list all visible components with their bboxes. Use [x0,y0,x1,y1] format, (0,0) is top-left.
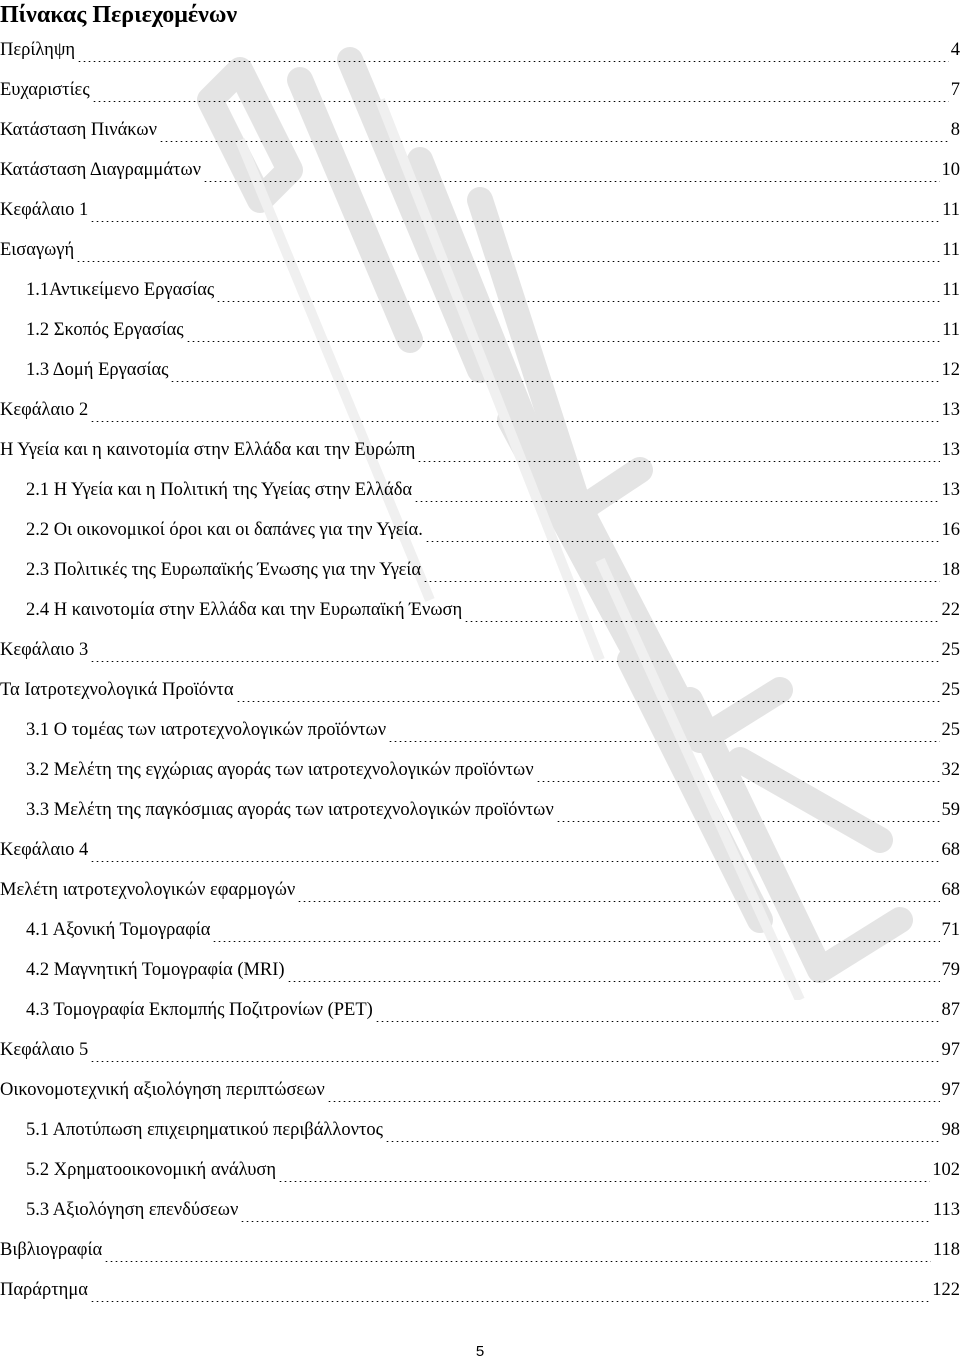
dot-leader [77,44,949,62]
toc-entry-page-number: 16 [941,519,960,540]
page-number: 5 [475,1343,485,1360]
toc-entry[interactable] [0,30,960,70]
toc-entry[interactable] [0,630,960,670]
toc-entry-page-number: 97 [941,1079,960,1100]
toc-entry[interactable] [0,1190,960,1230]
dot-leader [159,124,949,142]
dot-leader [327,1084,940,1102]
toc-entry-label: Κεφάλαιο 1 [0,199,89,220]
toc-title: Πίνακας Περιεχομένων [0,2,238,28]
toc-entry[interactable] [0,390,960,430]
toc-entry-page-number: 11 [942,239,960,260]
toc-entry-page-number: 7 [950,79,960,100]
toc-entry-page-number: 4 [950,39,960,60]
toc-entry-label: 5.1 Αποτύπωση επιχειρηματικού περιβάλλοντος [26,1119,383,1140]
toc-entry-page-number: 18 [941,559,960,580]
toc-entry[interactable] [0,550,960,590]
toc-entry-page-number: 13 [941,399,960,420]
toc-entry-page-number: 25 [941,679,960,700]
toc-entry-label: Οικονομοτεχνική αξιολόγηση περιπτώσεων [0,1079,325,1100]
toc-entry-label: Κεφάλαιο 2 [0,399,89,420]
toc-entry-label: 2.1 Η Υγεία και η Πολιτική της Υγείας στην Ελλάδα [26,479,413,500]
dot-leader [90,844,939,862]
toc-entry[interactable] [0,430,960,470]
toc-entry-label: 3.1 Ο τομέας των ιατροτεχνολογικών προϊόντων [26,719,387,740]
toc-entry-page-number: 32 [941,759,960,780]
toc-entry-label: Τα Ιατροτεχνολογικά Προϊόντα [0,679,234,700]
dot-leader [297,884,939,902]
toc-entry-label: 5.3 Αξιολόγηση επενδύσεων [26,1199,239,1220]
dot-leader [76,244,940,262]
toc-entry-page-number: 12 [941,359,960,380]
dot-leader [104,1244,931,1262]
toc-entry-page-number: 11 [942,319,960,340]
toc-entry-page-number: 13 [941,479,960,500]
toc-entry[interactable] [0,350,960,390]
toc-entry[interactable] [0,150,960,190]
toc-entry[interactable] [0,590,960,630]
toc-entry-page-number: 113 [932,1199,960,1220]
toc-entry-page-number: 79 [941,959,960,980]
toc-entry[interactable] [0,470,960,510]
toc-entry-page-number: 102 [932,1159,960,1180]
toc-entry[interactable] [0,190,960,230]
toc-entry-label: Βιβλιογραφία [0,1239,103,1260]
toc-entry-label: Κατάσταση Πινάκων [0,119,157,140]
toc-entry-label: 5.2 Χρηματοοικονομική ανάλυση [26,1159,277,1180]
toc-entry-label: Περίληψη [0,39,76,60]
dot-leader [414,484,939,502]
dot-leader [287,964,940,982]
dot-leader [240,1204,931,1222]
toc-entry[interactable] [0,790,960,830]
toc-entry-label: 3.2 Μελέτη της εγχώριας αγοράς των ιατροτεχνολογικών προϊόντων [26,759,534,780]
dot-leader [388,724,939,742]
toc-entry-label: Ευχαριστίες [0,79,90,100]
toc-entry-label: 4.2 Μαγνητική Τομογραφία (MRI) [26,959,285,980]
toc-entry[interactable] [0,230,960,270]
toc-entry-label: 4.3 Τομογραφία Εκπομπής Ποζιτρονίων (PET) [26,999,373,1020]
dot-leader [464,604,939,622]
toc-entry[interactable] [0,990,960,1030]
toc-entry-page-number: 59 [941,799,960,820]
toc-entry-label: Κεφάλαιο 3 [0,639,89,660]
toc-entry[interactable] [0,1150,960,1190]
dot-leader [90,204,940,222]
toc-entry[interactable] [0,750,960,790]
dot-leader [536,764,940,782]
toc-entry[interactable] [0,910,960,950]
dot-leader [170,364,939,382]
toc-entry[interactable] [0,710,960,750]
toc-entry[interactable] [0,1070,960,1110]
toc-entry-label: 1.2 Σκοπός Εργασίας [26,319,184,340]
dot-leader [90,404,939,422]
toc-entry[interactable] [0,510,960,550]
toc-entry-page-number: 68 [941,879,960,900]
dot-leader [90,644,939,662]
toc-entry-page-number: 25 [941,639,960,660]
dot-leader [375,1004,940,1022]
toc-entry[interactable] [0,870,960,910]
table-of-contents [0,30,960,1310]
toc-entry-label: Μελέτη ιατροτεχνολογικών εφαρμογών [0,879,296,900]
toc-entry-label: 2.3 Πολιτικές της Ευρωπαϊκής Ένωσης για την Υγεία [26,559,422,580]
toc-entry-page-number: 10 [941,159,960,180]
toc-entry[interactable] [0,1270,960,1310]
toc-entry-page-number: 87 [941,999,960,1020]
toc-entry[interactable] [0,270,960,310]
toc-entry-label: Η Υγεία και η καινοτομία στην Ελλάδα και την Ευρώπη [0,439,416,460]
dot-leader [556,804,940,822]
dot-leader [417,444,939,462]
dot-leader [236,684,940,702]
dot-leader [90,1284,930,1302]
toc-entry[interactable] [0,670,960,710]
toc-entry-page-number: 11 [942,199,960,220]
dot-leader [216,284,940,302]
toc-entry[interactable] [0,1110,960,1150]
toc-entry[interactable] [0,110,960,150]
toc-entry-label: 3.3 Μελέτη της παγκόσμιας αγοράς των ιατροτεχνολογικών προϊόντων [26,799,554,820]
toc-entry[interactable] [0,70,960,110]
toc-entry-page-number: 71 [941,919,960,940]
toc-entry[interactable] [0,950,960,990]
dot-leader [385,1124,940,1142]
toc-entry-label: 1.1Αντικείμενο Εργασίας [26,279,215,300]
dot-leader [423,564,939,582]
toc-entry-page-number: 25 [941,719,960,740]
toc-entry-page-number: 13 [941,439,960,460]
toc-entry-label: Παράρτημα [0,1279,88,1300]
toc-entry-page-number: 122 [932,1279,960,1300]
dot-leader [186,324,941,342]
toc-entry-page-number: 8 [950,119,960,140]
toc-entry-label: 4.1 Αξονική Τομογραφία [26,919,211,940]
toc-entry-label: Κεφάλαιο 5 [0,1039,89,1060]
dot-leader [278,1164,930,1182]
toc-entry-label: 1.3 Δομή Εργασίας [26,359,169,380]
toc-entry-page-number: 68 [941,839,960,860]
dot-leader [90,1044,939,1062]
toc-entry-page-number: 22 [941,599,960,620]
toc-entry-label: Εισαγωγή [0,239,75,260]
dot-leader [212,924,939,942]
toc-entry[interactable] [0,310,960,350]
dot-leader [203,164,939,182]
toc-entry[interactable] [0,1230,960,1270]
toc-entry-label: Κεφάλαιο 4 [0,839,89,860]
toc-entry-label: 2.4 Η καινοτομία στην Ελλάδα και την Ευρωπαϊκή Ένωση [26,599,463,620]
toc-entry[interactable] [0,830,960,870]
toc-entry-page-number: 118 [932,1239,960,1260]
toc-entry-label: Κατάσταση Διαγραμμάτων [0,159,202,180]
dot-leader [425,524,940,542]
dot-leader [92,84,949,102]
toc-entry-label: 2.2 Οι οικονομικοί όροι και οι δαπάνες για την Υγεία. [26,519,423,540]
toc-entry-page-number: 11 [942,279,960,300]
toc-entry[interactable] [0,1030,960,1070]
toc-entry-page-number: 97 [941,1039,960,1060]
toc-entry-page-number: 98 [941,1119,960,1140]
